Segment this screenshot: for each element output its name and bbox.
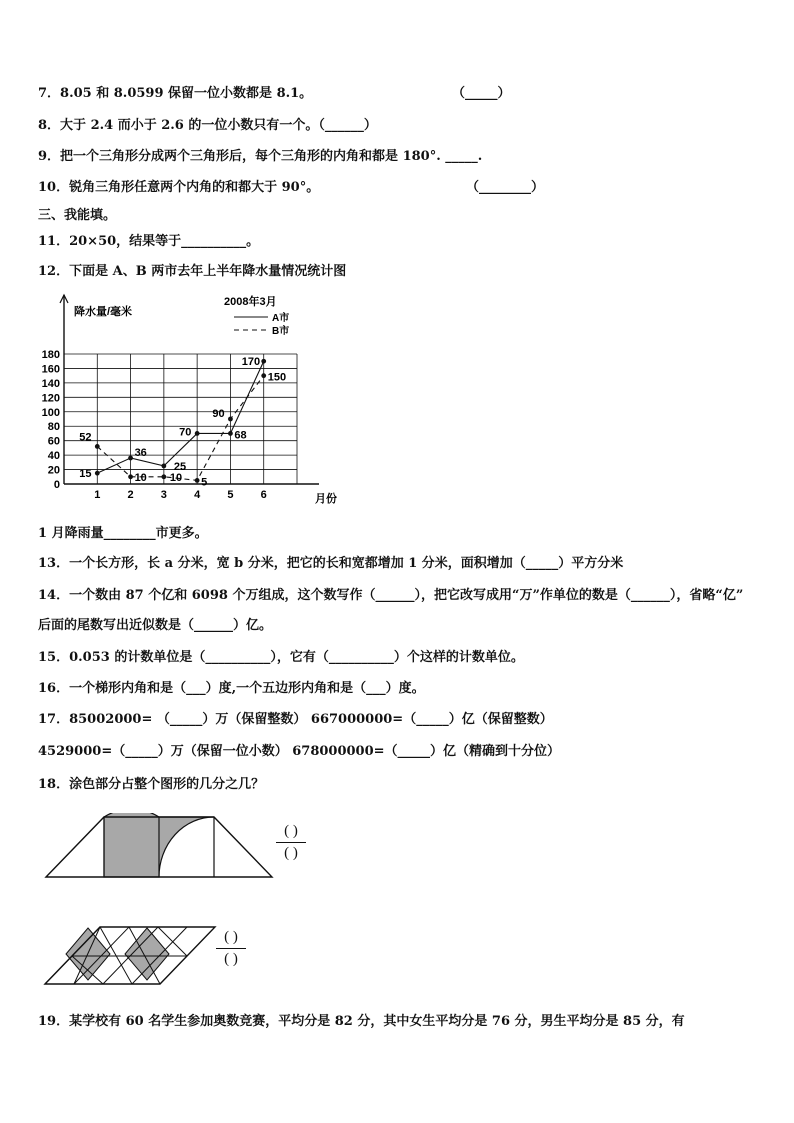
y-tick-label: 20 — [47, 464, 60, 477]
question-9: 9．把一个三角形分成两个三角形后，每个三角形的内角和都是 180°. _____. — [38, 149, 483, 164]
data-point — [128, 474, 133, 479]
question-17-line1: 17．85002000= （_____）万（保留整数） 667000000=（_____）亿（保留整数） — [38, 712, 553, 727]
data-label: 15 — [79, 468, 92, 481]
question-18: 18．涂色部分占整个图形的几分之几？ — [38, 777, 265, 792]
x-axis-label: 月份 — [315, 493, 337, 505]
y-tick-label: 40 — [47, 450, 60, 463]
x-tick-label: 2 — [127, 489, 134, 501]
x-tick-label: 3 — [160, 489, 167, 501]
data-point — [195, 478, 200, 483]
question-19: 19．某学校有 60 名学生参加奥数竞赛，平均分是 82 分，其中女生平均分是 76 分，男生平均分是 85 分，有 — [38, 1014, 685, 1029]
data-point — [95, 471, 100, 476]
y-tick-label: 100 — [41, 406, 60, 419]
y-tick-label: 160 — [41, 363, 60, 376]
y-tick-label: 140 — [41, 377, 60, 390]
data-point — [261, 359, 266, 364]
data-point — [95, 444, 100, 449]
x-tick-label: 5 — [227, 489, 234, 501]
question-11: 11．20×50，结果等于__________。 — [38, 234, 260, 249]
data-point — [195, 431, 200, 436]
data-label: 25 — [173, 460, 187, 473]
rainfall-line-chart — [30, 285, 350, 510]
y-tick-label: 0 — [53, 479, 60, 491]
question-7: 7．8.05 和 8.0599 保留一位小数都是 8.1。 — [38, 86, 313, 101]
question-14-line1: 14．一个数由 87 个亿和 6098 个万组成，这个数写作（______），把它改写成用“万”作单位的数是（______），省略“亿” — [38, 588, 744, 603]
x-tick-label: 6 — [260, 489, 267, 501]
question-16: 16．一个梯形内角和是（___）度,一个五边形内角和是（___）度。 — [38, 681, 425, 696]
question-14-line2: 后面的尾数写出近似数是（______）亿。 — [38, 618, 273, 633]
y-tick-label: 120 — [41, 392, 60, 405]
x-tick-label: 1 — [94, 489, 101, 501]
y-tick-label: 180 — [41, 349, 60, 361]
data-label: 150 — [267, 371, 287, 384]
data-point — [161, 474, 166, 479]
parallelogram-figure — [42, 924, 222, 988]
question-12: 12．下面是 A、B 两市去年上半年降水量情况统计图 — [38, 264, 347, 279]
series-line — [97, 361, 263, 473]
y-axis-label: 降水量/毫米 — [74, 306, 133, 318]
data-label: 170 — [241, 356, 261, 369]
x-tick-label: 4 — [194, 489, 201, 501]
chart-title: 2008年3月 — [224, 296, 277, 308]
data-label: 70 — [179, 426, 192, 439]
data-label: 10 — [134, 471, 147, 484]
legend-label: B市 — [272, 326, 290, 337]
question-17-line2: 4529000=（_____）万（保留一位小数） 678000000=（_____）亿（精确到十分位） — [38, 744, 561, 759]
data-label: 10 — [169, 471, 183, 484]
question-8: 8．大于 2.4 而小于 2.6 的一位小数只有一个。（______） — [38, 118, 377, 133]
data-label: 90 — [212, 408, 225, 420]
question-12-answer: 1 月降雨量________市更多。 — [38, 526, 208, 541]
data-label: 5 — [201, 476, 208, 489]
section-heading-3: 三、我能填。 — [38, 208, 117, 223]
data-label: 52 — [79, 431, 92, 444]
question-10: 10．锐角三角形任意两个内角的和都大于 90°。 — [38, 180, 320, 195]
trapezoid-figure — [44, 813, 284, 879]
legend-label: A市 — [272, 313, 290, 324]
answer-blank-7: （_____） — [452, 86, 511, 101]
question-13: 13．一个长方形，长 a 分米，宽 b 分米，把它的长和宽都增加 1 分米，面积增加（_____）平方分米 — [38, 556, 624, 571]
data-point — [261, 373, 266, 378]
answer-blank-10: （________） — [466, 180, 545, 195]
data-point — [228, 417, 233, 422]
data-point — [128, 456, 133, 461]
question-15: 15．0.053 的计数单位是（__________），它有（__________）个这样的计数单位。 — [38, 650, 524, 665]
data-point — [161, 464, 166, 469]
data-label: 36 — [134, 447, 147, 459]
fraction-answer-2: ( ) ( ) — [216, 928, 246, 969]
data-point — [228, 431, 233, 436]
y-tick-label: 80 — [47, 421, 60, 434]
data-label: 68 — [234, 429, 247, 442]
y-tick-label: 60 — [47, 435, 60, 448]
fraction-answer-1: ( ) ( ) — [276, 822, 306, 863]
